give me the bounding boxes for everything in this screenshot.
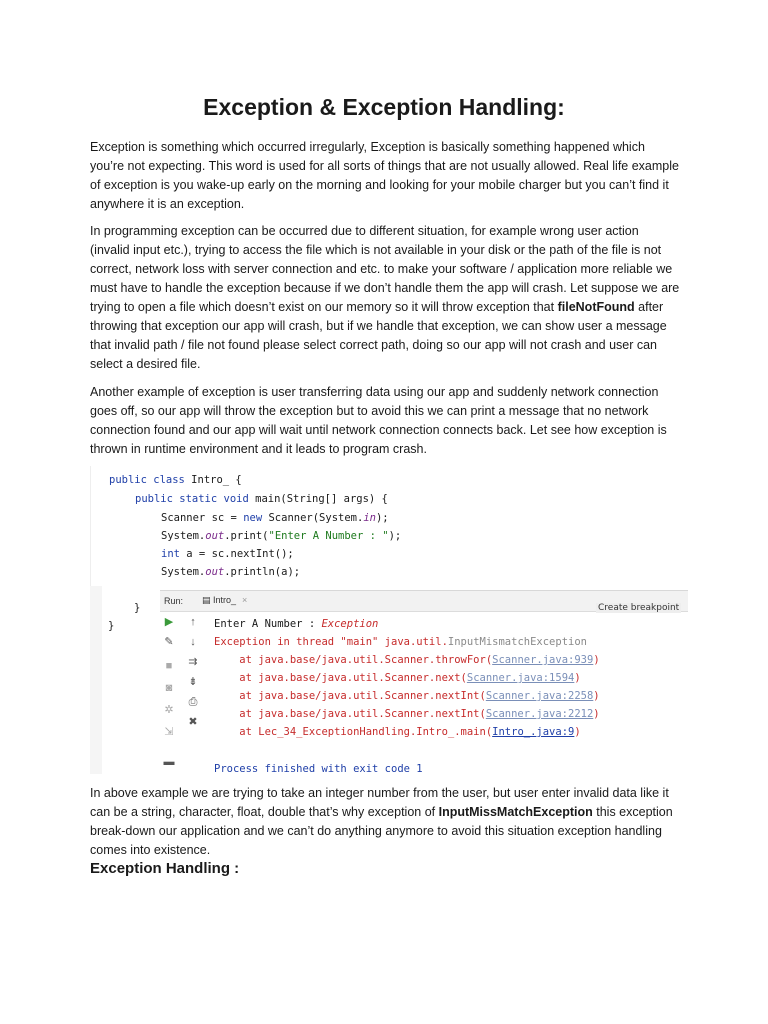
run-toolbar-left [162,615,180,774]
run-panel [160,590,688,774]
run-toolbar-right [186,615,204,774]
camera-icon[interactable]: ◙ [165,682,173,694]
code-editor [90,466,688,586]
code-line-4: System.out.print("Enter A Number : "); [161,530,402,542]
network-paragraph: Another example of exception is user transferring data using our app and suddenly network connection goes off, so our app will throw the exception but to avoid this we can print a message that no network connection found and our app will wait until network connection connects back. Let see how exception is thrown in runtime environment and it leads to program crash. [90,385,667,456]
code-line-3: Scanner sc = new Scanner(System.in); [161,512,389,524]
stack-link[interactable]: Scanner.java:2258 [485,690,594,702]
run-tab-intro[interactable]: ▤ Intro_ × [202,595,248,605]
layout-icon[interactable]: ▬ [163,756,175,768]
exit-icon[interactable]: ⇲ [164,726,174,738]
gear-icon[interactable]: ✲ [164,704,174,716]
stack-link[interactable]: Intro_.java:9 [492,726,575,738]
stop-icon[interactable]: ■ [165,660,173,672]
filenotfound-term: fileNotFound [557,300,635,314]
file-icon: ▤ [202,595,214,605]
code-line-6: System.out.println(a); [161,566,301,578]
output-line-6: at java.base/java.util.Scanner.nextInt(Scanner.java:2212) [214,708,600,720]
page-title: Exception & Exception Handling: [203,94,565,120]
process-finished-line: Process finished with exit code 1 [214,763,423,774]
trash-icon[interactable]: ✖ [188,716,198,728]
output-line-4: at java.base/java.util.Scanner.next(Scanner.java:1594) [214,672,581,684]
arrow-down-icon[interactable]: ↓ [190,636,196,648]
ide-screenshot [90,466,688,774]
output-line-5: at java.base/java.util.Scanner.nextInt(Scanner.java:2258) [214,690,600,702]
output-line-1: Enter A Number : Exception [214,618,379,630]
stack-link[interactable]: Scanner.java:939 [492,654,594,666]
stack-link[interactable]: Scanner.java:1594 [466,672,575,684]
output-line-7: at Lec_34_ExceptionHandling.Intro_.main(Intro_.java:9) [214,726,581,738]
code-line-1: public class Intro_ { [109,474,242,486]
code-line-5: int a = sc.nextInt(); [161,548,294,560]
output-line-2: Exception in thread "main" java.util.InputMismatchException [214,636,587,648]
create-breakpoint-tooltip[interactable]: Create breakpoint [598,603,680,613]
arrow-up-icon[interactable]: ↑ [190,616,196,628]
section-heading: Exception Handling : [90,860,240,877]
inputmismatch-term: InputMissMatchException [438,805,593,819]
stack-link[interactable]: Scanner.java:2212 [485,708,594,720]
soft-wrap-icon[interactable]: ⇉ [188,656,198,668]
close-tab-icon[interactable]: × [242,595,248,605]
example-paragraph: In above example we are trying to take an integer number from the user, but user enter invalid data like it can be a string, character, float, double that’s why exception of InputMissMatchException this exception break-down our application and we can’t do anything anymore to avoid this situation exception handling comes into existence. [90,786,673,857]
programming-paragraph: In programming exception can be occurred due to different situation, for example wrong user action (invalid input etc.), trying to access the file which is not available in your disk or the path of the file is not correct, network loss with server connection and etc. to make your software / application more reliable we must have to handle the exception because if we don’t handle them the app will crash. Let suppose we are trying to open a file which doesn’t exist on our memory so it will throw exception that fileNotFound after throwing that exception our app will crash, but if we handle that exception, we can show user a message that invalid path / file not found please select correct path, doing so our app will not crash and user can select a desired file. [90,224,680,371]
intro-paragraph: Exception is something which occurred irregularly, Exception is basically something happened which you’re not expecting. This word is used for all sorts of things that are not usually allowed. Real life example of exception is you wake-up early on the morning and looking for your mobile charger but you can’t find it anywhere it is an exception. [90,140,679,211]
code-close-inner: } [134,602,141,614]
scroll-to-end-icon[interactable]: ⇟ [188,676,198,688]
code-line-2: public static void main(String[] args) { [135,493,388,505]
print-icon[interactable]: ⎙ [188,696,198,708]
output-line-3: at java.base/java.util.Scanner.throwFor(Scanner.java:939) [214,654,600,666]
code-close-outer: } [108,620,115,632]
rerun-icon[interactable]: ▶ [164,616,174,628]
wrench-icon[interactable]: ✎ [164,636,174,648]
run-label: Run: [164,596,184,606]
